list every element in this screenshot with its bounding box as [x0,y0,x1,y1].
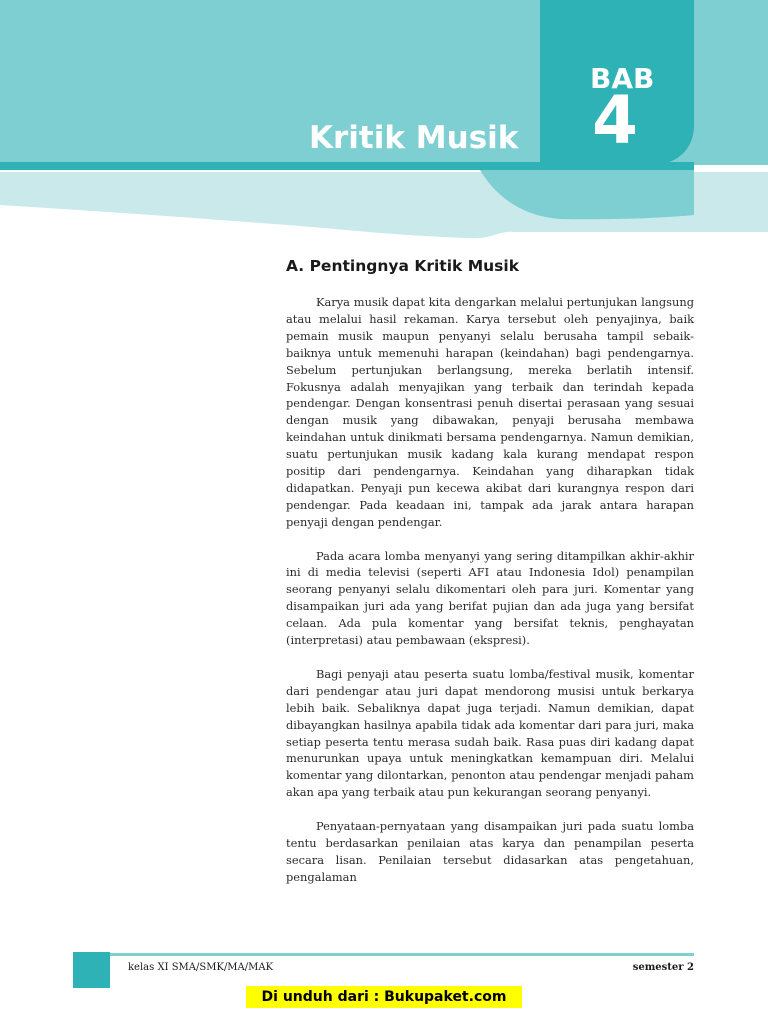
paragraph: Bagi penyaji atau peserta suatu lomba/festival musik, komentar dari pendengar atau juri dapat mendorong musisi untuk berkarya lebih baik. Sebaliknya dapat juga terjadi. Namun demikian, dapat dibayangkan hasilnya apabila tidak ada komentar dari para juri, maka setiap peserta tentu merasa sudah baik. Rasa puas diri kadang dapat menurunkan upaya untuk meningkatkan kemampuan diri. Melalui komentar yang dilontarkan, penonton atau pendengar menjadi paham akan apa yang terbaik atau pun kekurangan seorang penyanyi. [286,666,694,800]
chapter-label: BAB [590,62,655,95]
header-bottom-stripe [0,162,694,170]
chapter-title: Kritik Musik [309,120,519,156]
download-source-banner: Di unduh dari : Bukupaket.com [246,986,522,1008]
chapter-number: 4 [592,82,638,159]
footer-semester-label: semester 2 [632,962,694,973]
paragraph: Penyataan-pernyataan yang disampaikan juri pada suatu lomba tentu berdasarkan penilaian atas karya dan penampilan peserta secara lisan. Penilaian tersebut didasarkan atas pengetahuan, pengalaman [286,819,694,884]
body-text [286,294,694,903]
footer-divider [110,953,694,956]
paragraph: Pada acara lomba menyanyi yang sering ditampilkan akhir-akhir ini di media televisi (seperti AFI atau Indonesia Idol) penampilan seorang penyanyi selalu dikomentari oleh para juri. Komentar yang disampaikan juri ada yang berifat pujian dan ada juga yang bersifat celaan. Ada pula komentar yang bersifat teknis, penghayatan (interpretasi) atau pembawaan (ekspresi). [286,548,694,648]
footer-class-label: kelas XI SMA/SMK/MA/MAK [128,962,274,973]
paragraph: Karya musik dapat kita dengarkan melalui pertunjukan langsung atau melalui hasil rekaman. Karya tersebut oleh penyajinya, baik pemain musik maupun penyanyi selalu berusaha tampil sebaik- baiknya untuk memenuhi harapan (keindahan) bagi pendengarnya. Sebelum pertunjukan berlangsung, mereka berlatih intensif. Fokusnya adalah menyajikan yang terbaik dan terindah kepada pendengar. Dengan konsentrasi penuh disertai perasaan yang sesuai dengan musik yang dibawakan, penyaji berusaha membawa keindahan untuk dinikmati bersama pendengarnya. Namun demikian, suatu pertunjukan musik kadang kala kurang mendapat respon positip dari pendengarnya. Keindahan yang diharapkan tidak didapatkan. Penyaji pun kecewa akibat dari kurangnya respon dari pendengar. Pada keadaan ini, tampak ada jarak antara harapan penyaji dengan pendengar. [286,295,694,529]
footer-accent-box [73,952,110,988]
section-heading: A. Pentingnya Kritik Musik [286,257,520,275]
